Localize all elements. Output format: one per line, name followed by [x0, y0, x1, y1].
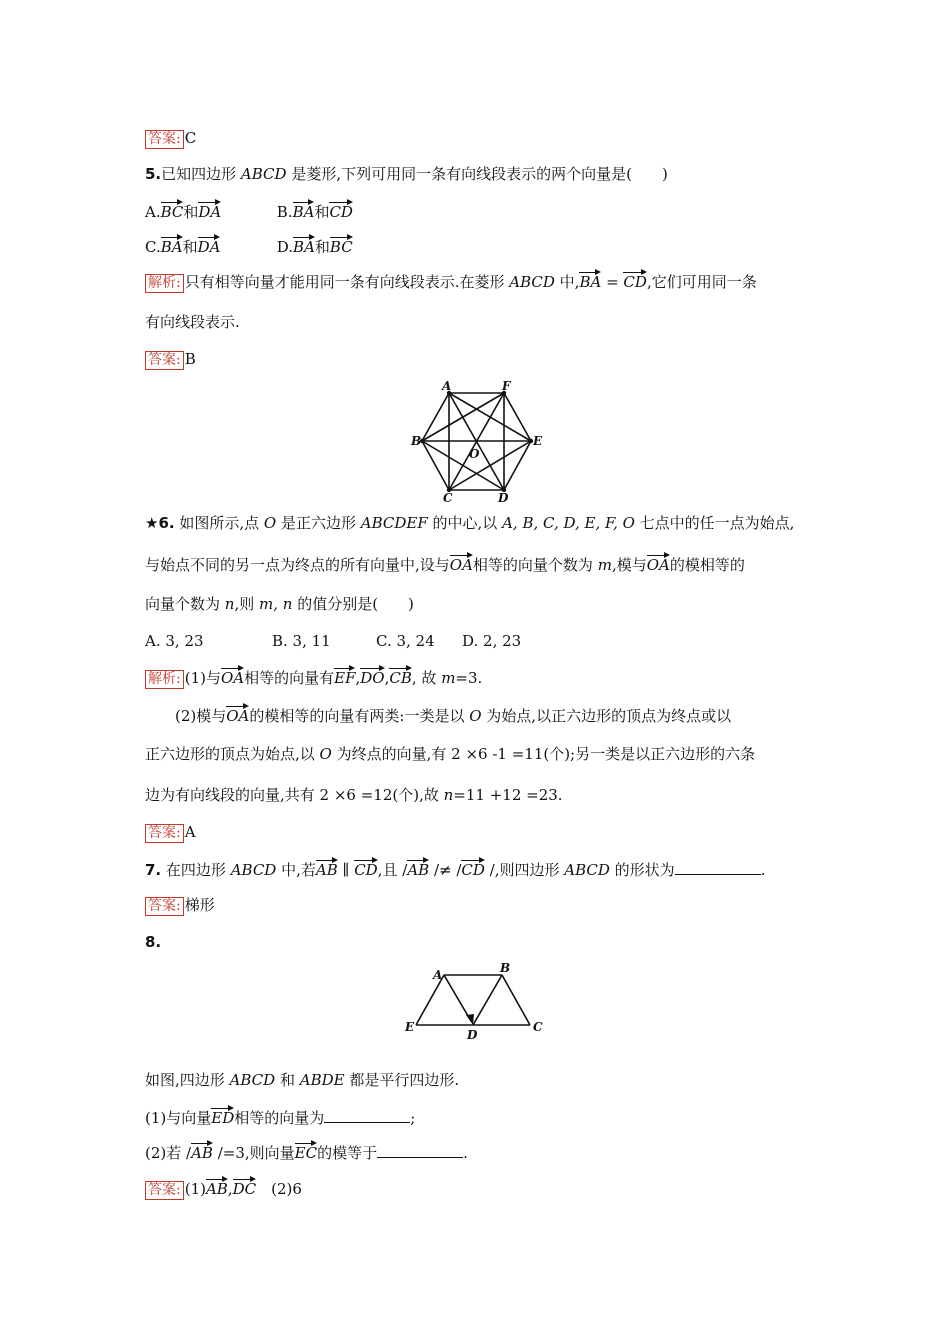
- vector: DO: [360, 666, 384, 686]
- vector: CD: [329, 200, 353, 220]
- analysis-text: 为终点的向量,有 2 ×6 -1 =11(个);另一类是以正六边形的六条: [331, 745, 756, 763]
- vector: ED: [211, 1106, 234, 1126]
- q7-text: .: [760, 861, 766, 879]
- separator: ,: [227, 1180, 233, 1198]
- equals-sign: =: [601, 273, 624, 291]
- q6-var: O: [263, 514, 277, 532]
- q7-text: ,且 /: [377, 861, 408, 879]
- q6-text: 与始点不同的另一点为终点的所有向量中,设与: [145, 556, 450, 574]
- label-a: A: [442, 379, 452, 393]
- vector: OA: [647, 553, 670, 573]
- q6-answer: A: [184, 823, 196, 841]
- vector: CB: [389, 666, 412, 686]
- q6-stem-line1: [145, 513, 794, 533]
- and-word: 和: [314, 238, 330, 256]
- answer-tag: 答案:: [145, 1181, 184, 1200]
- q7-blank[interactable]: [675, 862, 761, 875]
- q6-analysis-3: [145, 744, 755, 764]
- analysis-text: 中,: [554, 273, 580, 291]
- q5-analysis: [145, 270, 757, 293]
- vector: CD: [354, 858, 378, 878]
- q5-stem: [145, 164, 668, 184]
- q7-number: 7.: [145, 861, 162, 879]
- q8-text: /=3,则向量: [212, 1144, 295, 1162]
- vector: EF: [334, 666, 355, 686]
- vector: CD: [623, 270, 647, 290]
- answer-tag: 答案:: [145, 897, 184, 916]
- q4-answer-line: [145, 128, 196, 149]
- vector: OA: [450, 553, 473, 573]
- q7-text: ∥: [337, 861, 355, 879]
- q6-text: 如图所示,点: [174, 514, 264, 532]
- vector: BC: [161, 200, 184, 220]
- vector: OA: [226, 704, 249, 724]
- q8-part2: [145, 1141, 468, 1163]
- q6-text: 相等的向量个数为: [472, 556, 598, 574]
- q6-var: m: [441, 669, 456, 687]
- answer-tag: 答案:: [145, 351, 184, 370]
- q8-shape: ABDE: [299, 1071, 345, 1089]
- q8-number-line: [145, 932, 161, 952]
- trapezoid-figure: [400, 960, 550, 1040]
- q6-points: A, B, C, D, E, F, O: [502, 514, 635, 532]
- vector: DA: [198, 235, 221, 255]
- q6-var: m: [597, 556, 612, 574]
- vector: AB: [206, 1177, 228, 1197]
- q8-answer-line: [145, 1177, 302, 1200]
- label-b: B: [500, 961, 511, 975]
- q5-options-row2: [145, 235, 353, 257]
- analysis-text: (1)与: [184, 669, 221, 687]
- label-c: C: [443, 491, 453, 505]
- label-f: F: [502, 379, 511, 393]
- q8-number: 8.: [145, 933, 162, 951]
- q7-answer-line: [145, 895, 215, 916]
- q7-stem: [145, 858, 765, 880]
- q7-text: 的形状为: [609, 861, 675, 879]
- q6-text: 的中心,以: [427, 514, 503, 532]
- analysis-text: 正六边形的顶点为始点,以: [145, 745, 320, 763]
- label-d: D: [467, 1028, 478, 1040]
- analysis-text: =11 +12 =23.: [453, 786, 563, 804]
- analysis-text: 为始点,以正六边形的顶点为终点或以: [481, 707, 732, 725]
- option-label: A.: [145, 203, 161, 221]
- q6-option-d: D. 2, 23: [462, 632, 522, 650]
- q8-text: (1)与向量: [145, 1109, 212, 1127]
- vector: DA: [198, 200, 221, 220]
- q6-var: O: [319, 745, 332, 763]
- q5-answer: B: [184, 350, 196, 368]
- and-word: 和: [314, 203, 330, 221]
- q6-answer-line: [145, 822, 196, 843]
- analysis-text: 只有相等向量才能用同一条有向线段表示.在菱形: [184, 273, 510, 291]
- q6-number: ★6.: [145, 514, 175, 532]
- vector: BA: [293, 235, 315, 255]
- q6-text: ,模与: [611, 556, 647, 574]
- vector: BC: [330, 235, 353, 255]
- q6-options: [145, 631, 521, 651]
- q5-options-row1: [145, 200, 353, 222]
- q8-text: 的模等于: [317, 1144, 378, 1162]
- q7-text: /,则四边形: [484, 861, 565, 879]
- q8-blank-1[interactable]: [324, 1110, 410, 1123]
- analysis-text: =3.: [455, 669, 483, 687]
- q5-text: 是菱形,下列可用同一条有向线段表示的两个向量是( ): [286, 165, 668, 183]
- q8-text: .: [463, 1144, 468, 1162]
- analysis-shape: ABCD: [509, 273, 555, 291]
- and-word: 和: [183, 203, 199, 221]
- q8-text: 相等的向量为: [234, 1109, 325, 1127]
- q6-shape: ABCDEF: [360, 514, 428, 532]
- answer-tag: 答案:: [145, 824, 184, 843]
- q8-answer-text: (1): [184, 1180, 206, 1198]
- q5-answer-line: [145, 349, 196, 370]
- vector: BA: [161, 235, 183, 255]
- label-a: A: [433, 968, 443, 982]
- vector: AB: [191, 1141, 213, 1161]
- q8-text: ;: [410, 1109, 416, 1127]
- label-c: C: [533, 1020, 543, 1034]
- label-o: O: [469, 447, 480, 461]
- label-d: D: [498, 491, 509, 505]
- q8-intro: [145, 1070, 459, 1090]
- q5-option-a: [145, 200, 272, 222]
- q5-analysis-line2: 有向线段表示.: [145, 313, 240, 331]
- option-label: D.: [276, 238, 294, 256]
- option-label: B.: [276, 203, 293, 221]
- q5-text: 已知四边形: [161, 165, 241, 183]
- option-label: C.: [145, 238, 161, 256]
- q7-text: 在四边形: [161, 861, 231, 879]
- vector: AB: [407, 858, 429, 878]
- q6-option-c: C. 3, 24: [376, 632, 435, 650]
- q4-answer: C: [184, 129, 197, 147]
- q8-text: 如图,四边形: [145, 1071, 230, 1089]
- q7-shape: ABCD: [230, 861, 277, 879]
- label-e: E: [533, 434, 543, 448]
- vector: CD: [461, 858, 485, 878]
- vector: OA: [221, 666, 244, 686]
- q6-text: 是正六边形: [276, 514, 361, 532]
- label-b: B: [411, 434, 422, 448]
- separator: ,: [355, 669, 361, 687]
- q7-text: /≠ /: [429, 861, 462, 879]
- answer-tag: 答案:: [145, 130, 184, 149]
- analysis-text: ,它们可用同一条: [646, 273, 757, 291]
- q6-var: n: [224, 595, 235, 613]
- q6-var: n: [443, 786, 454, 804]
- analysis-text: , 故: [411, 669, 442, 687]
- q6-stem-line2: [145, 553, 745, 575]
- q8-answer-text: (2)6: [256, 1180, 302, 1198]
- vector: AB: [316, 858, 338, 878]
- q6-option-b: B. 3, 11: [272, 632, 331, 650]
- q6-analysis-4: [145, 785, 563, 805]
- q5-option-d: [277, 235, 353, 257]
- q8-part1: [145, 1106, 415, 1128]
- q6-analysis-2: [175, 704, 731, 726]
- q5-option-c: [145, 235, 272, 257]
- vector: DC: [233, 1177, 257, 1197]
- analysis-text: 的模相等的向量有两类:一类是以: [249, 707, 470, 725]
- hexagon-figure: [395, 378, 555, 506]
- analysis-text: 相等的向量有: [244, 669, 335, 687]
- analysis-text: (2)模与: [175, 707, 227, 725]
- q5-shape: ABCD: [240, 165, 287, 183]
- q6-text: 向量个数为: [145, 595, 225, 613]
- q6-var: m, n: [259, 595, 293, 613]
- q8-text: 都是平行四边形.: [344, 1071, 460, 1089]
- q5-option-b: [277, 200, 353, 222]
- q6-analysis-1: [145, 666, 482, 689]
- label-e: E: [405, 1020, 415, 1034]
- q8-blank-2[interactable]: [377, 1145, 463, 1158]
- q7-answer: 梯形: [184, 896, 215, 914]
- q6-text: 七点中的任一点为始点,: [634, 514, 795, 532]
- analysis-text: 边为有向线段的向量,共有 2 ×6 =12(个),故: [145, 786, 444, 804]
- vector: BA: [293, 200, 315, 220]
- q6-option-a: A. 3, 23: [145, 632, 204, 650]
- q6-text: 的值分别是( ): [292, 595, 414, 613]
- q8-text: 和: [275, 1071, 300, 1089]
- separator: ,: [384, 669, 390, 687]
- and-word: 和: [182, 238, 198, 256]
- q6-stem-line3: [145, 594, 414, 614]
- q6-text: 的模相等的: [669, 556, 745, 574]
- q8-text: (2)若 /: [145, 1144, 192, 1162]
- q8-shape: ABCD: [229, 1071, 276, 1089]
- arrow-head-icon: [466, 1014, 474, 1025]
- analysis-tag: 解析:: [145, 670, 184, 689]
- q6-var: O: [469, 707, 482, 725]
- vector: EC: [295, 1141, 317, 1161]
- analysis-tag: 解析:: [145, 274, 184, 293]
- q7-text: 中,若: [276, 861, 316, 879]
- q5-number: 5.: [145, 165, 162, 183]
- q6-text: ,则: [234, 595, 259, 613]
- q7-shape: ABCD: [564, 861, 610, 879]
- vector: BA: [579, 270, 601, 290]
